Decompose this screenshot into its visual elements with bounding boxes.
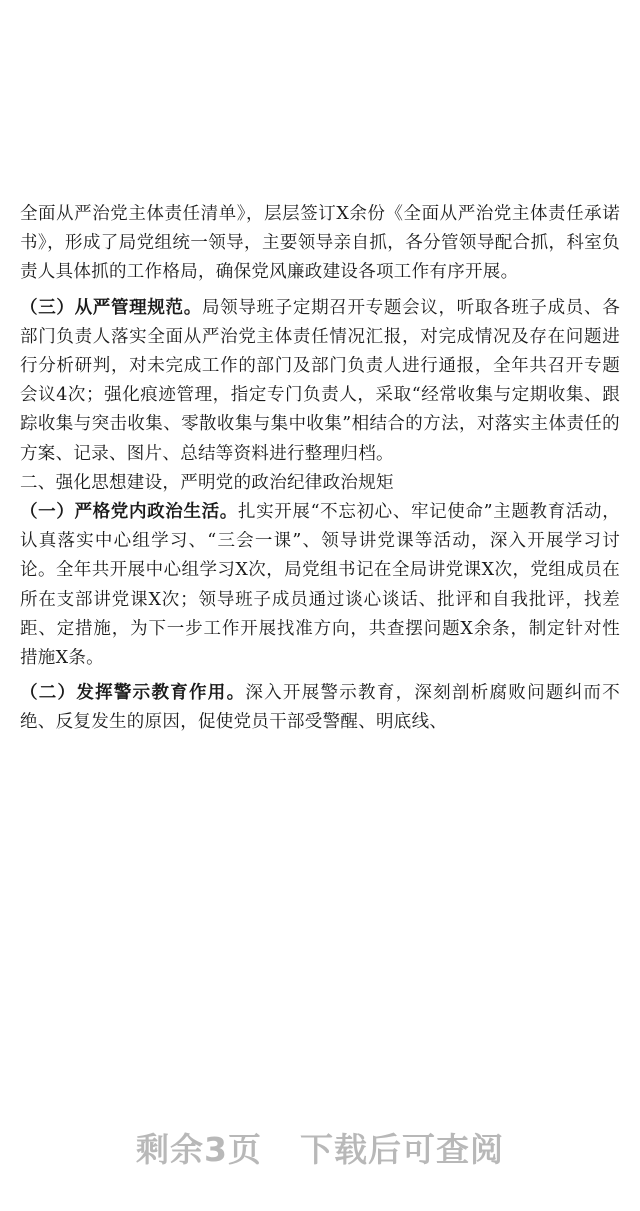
paragraph-heading: （三）从严管理规范。 <box>20 297 202 318</box>
paragraph-heading: （二）发挥警示教育作用。 <box>20 683 246 704</box>
paragraph-text: 局领导班子定期召开专题会议，听取各班子成员、各部门负责人落实全面从严治党主体责任情况汇报，对完成情况及存在问题进行分析研判，对未完成工作的部门及部门负责人进行通报，全年共召开专题会议4次；强化痕迹管理，指定专门负责人，采取“经常收集与定期收集、跟踪收集与突击收集、零散收集与集中收集”相结合的方法，对落实主体责任的方案、记录、图片、总结等资料进行整理归档。 <box>20 297 620 464</box>
paragraph-text: 深入开展警示教育，深刻剖析腐败问题纠而不绝、反复发生的原因，促使党员干部受警醒、明底线、 <box>20 683 620 733</box>
paragraph-text: 全面从严治党主体责任清单》，层层签订X余份《全面从严治党主体责任承诺书》，形成了局党组统一领导，主要领导亲自抓，各分管领导配合抓，科室负责人具体抓的工作格局，确保党风廉政建设各项工作有序开展。 <box>20 204 620 283</box>
document-body <box>20 200 620 738</box>
paragraph-strict-management <box>20 294 620 469</box>
paragraph-text: 扎实开展“不忘初心、牢记使命”主题教育活动，认真落实中心组学习、“三会一课”、领导讲党课等活动，深入开展学习讨论。全年共开展中心组学习X次，局党组书记在全局讲党课X次，党组成员在所在支部讲党课X次；领导班子成员通过谈心谈话、批评和自我批评，找差距、定措施，为下一步工作开展找准方向，共查摆问题X余条，制定针对性措施X条。 <box>20 502 620 669</box>
section-heading-ideology <box>20 469 620 498</box>
paragraph-heading: （一）严格党内政治生活。 <box>20 502 238 523</box>
paragraph-responsibility-list <box>20 200 620 288</box>
paragraph-party-life <box>20 498 620 673</box>
download-to-view-label[interactable]: 下载后可查阅 <box>299 1130 504 1169</box>
section-heading-text: 二、强化思想建设，严明党的政治纪律政治规矩 <box>20 472 394 493</box>
remaining-pages-label[interactable]: 剩余3页 <box>136 1130 262 1169</box>
download-prompt-banner[interactable] <box>0 1123 640 1177</box>
paragraph-warning-education <box>20 679 620 737</box>
